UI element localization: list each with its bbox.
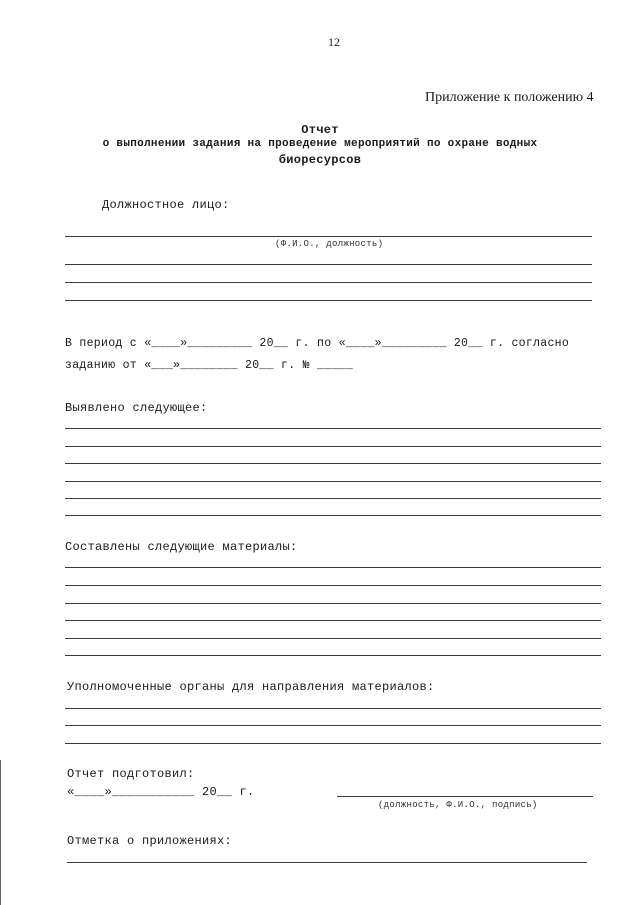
authorities-line — [65, 743, 601, 744]
appendix-reference: Приложение к положению 4 — [425, 90, 594, 105]
official-line-3 — [65, 282, 592, 283]
official-line-4 — [65, 300, 592, 301]
report-subtitle-cont: биоресурсов — [278, 153, 362, 167]
official-label: Должностное лицо: — [102, 198, 230, 212]
scan-edge — [0, 760, 1, 905]
official-line-2 — [65, 264, 592, 265]
attachments-line — [67, 862, 587, 863]
task-line: заданию от «___»________ 20__ г. № _____ — [65, 359, 354, 372]
materials-line — [65, 655, 601, 656]
report-title: Отчет — [301, 123, 339, 137]
found-line — [65, 515, 601, 516]
attachments-label: Отметка о приложениях: — [67, 834, 233, 848]
prepared-date: «____»___________ 20__ г. — [67, 785, 255, 799]
materials-line — [65, 620, 601, 621]
materials-line — [65, 603, 601, 604]
signature-caption: (должность, Ф.И.О., подпись) — [378, 800, 538, 810]
found-label: Выявлено следующее: — [65, 401, 208, 415]
materials-label: Составлены следующие материалы: — [65, 540, 298, 554]
authorities-line — [65, 708, 601, 709]
period-line: В период с «____»_________ 20__ г. по «____»_________ 20__ г. согласно — [65, 337, 570, 350]
materials-line — [65, 567, 601, 568]
found-line — [65, 498, 601, 499]
official-name-line — [65, 236, 592, 237]
found-line — [65, 428, 601, 429]
report-subtitle: о выполнении задания на проведение мероприятий по охране водных — [102, 138, 538, 150]
page-number: 12 — [328, 35, 340, 49]
found-line — [65, 446, 601, 447]
found-line — [65, 481, 601, 482]
authorities-line — [65, 725, 601, 726]
materials-line — [65, 638, 601, 639]
prepared-label: Отчет подготовил: — [67, 767, 195, 781]
official-caption: (Ф.И.О., должность) — [275, 239, 384, 249]
found-line — [65, 463, 601, 464]
materials-line — [65, 585, 601, 586]
authorities-label: Уполномоченные органы для направления материалов: — [67, 680, 435, 694]
signature-line — [337, 796, 593, 797]
